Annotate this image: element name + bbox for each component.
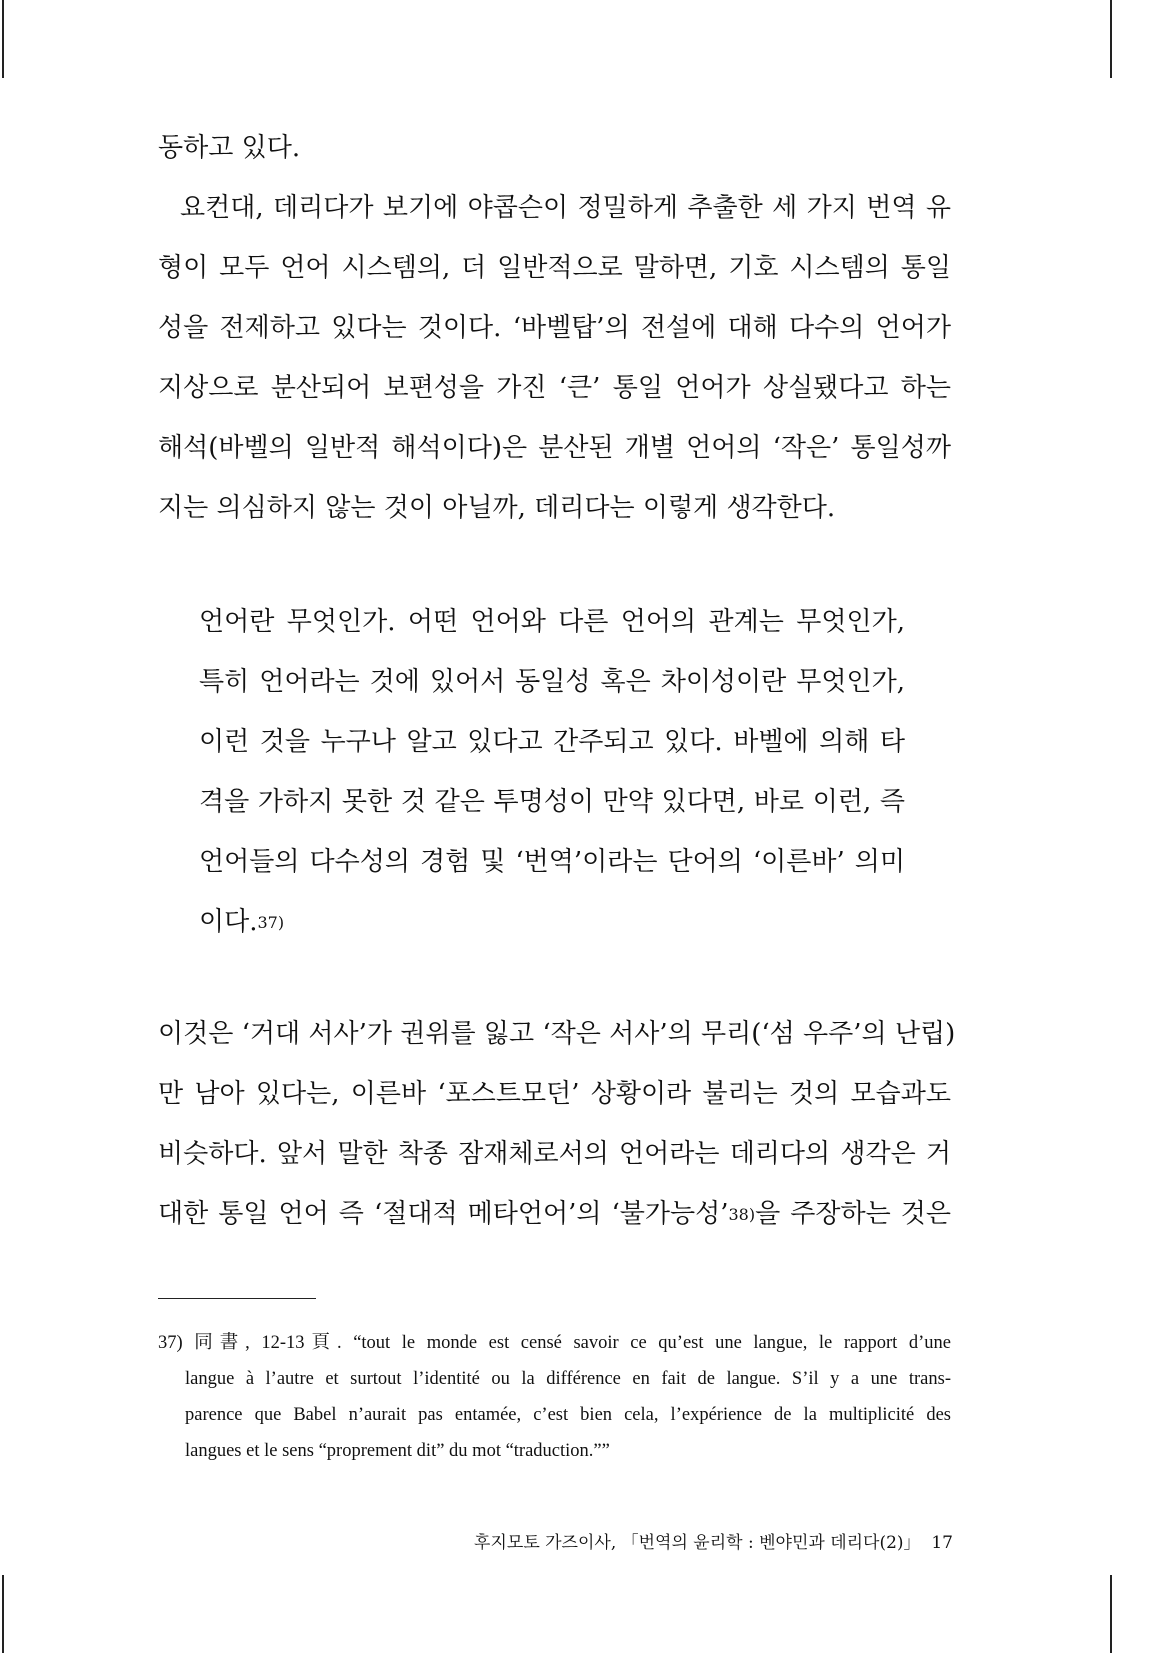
running-footer [474,1531,953,1555]
quote-line: 이런 것을 누구나 알고 있다고 간주되고 있다. 바벨에 의해 타 [199,727,905,757]
body-line: 지는 의심하지 않는 것이 아닐까, 데리다는 이렇게 생각한다. [158,493,836,523]
footnote-line: parence que Babel n’aurait pas entamée, c’est bien cela, l’expérience de la multiplicité des [185,1405,951,1425]
body-line: 이것은 ‘거대 서사’가 권위를 잃고 ‘작은 서사’의 무리(‘섬 우주’의 난립) [158,1019,956,1049]
body-line: 형이 모두 언어 시스템의, 더 일반적으로 말하면, 기호 시스템의 통일 [158,253,951,283]
body-last-pre: 대한 통일 언어 즉 ‘절대적 메타언어’의 ‘불가능성’ [158,1199,729,1229]
footnote-reference-37[interactable]: 37) [257,913,285,932]
quote-line: 언어들의 다수성의 경험 및 ‘번역’이라는 단어의 ‘이른바’ 의미 [199,847,905,877]
body-line: 성을 전제하고 있다는 것이다. ‘바벨탑’의 전설에 대해 다수의 언어가 [158,313,951,343]
page-number: 17 [931,1533,953,1553]
body-line: 해석(바벨의 일반적 해석이다)은 분산된 개별 언어의 ‘작은’ 통일성까 [158,433,951,463]
body-line: 비슷하다. 앞서 말한 착종 잠재체로서의 언어라는 데리다의 생각은 거 [158,1139,951,1169]
crop-mark-top-right [1110,0,1112,78]
footnote-line: langue à l’autre et surtout l’identité ou la différence en fait de langue. S’il y a une trans- [185,1369,951,1389]
footnote-separator [158,1298,316,1299]
body-line: 요컨대, 데리다가 보기에 야콥슨이 정밀하게 추출한 세 가지 번역 유 [180,193,951,223]
crop-mark-bottom-right [1110,1575,1112,1653]
crop-mark-bottom-left [2,1575,4,1653]
footnote-reference-38[interactable]: 38) [728,1205,756,1224]
quote-line: 격을 가하지 못한 것 같은 투명성이 만약 있다면, 바로 이런, 즉 [199,787,905,817]
body-line [158,1196,951,1233]
quote-last-text: 이다. [199,907,258,937]
quote-line: 언어란 무엇인가. 어떤 언어와 다른 언어의 관계는 무엇인가, [199,607,905,637]
footnote-line: langues et le sens “proprement dit” du mot “traduction.”” [185,1441,610,1461]
body-line: 만 남아 있다는, 이른바 ‘포스트모던’ 상황이라 불리는 것의 모습과도 [158,1079,951,1109]
body-line: 동하고 있다. [158,133,301,163]
body-line: 지상으로 분산되어 보편성을 가진 ‘큰’ 통일 언어가 상실됐다고 하는 [158,373,951,403]
quote-last-line [199,904,905,941]
crop-mark-top-left [2,0,4,78]
running-head: 후지모토 가즈이사, 「번역의 윤리학 : 벤야민과 데리다(2)」 [474,1533,921,1553]
quote-line: 특히 언어라는 것에 있어서 동일성 혹은 차이성이란 무엇인가, [199,667,905,697]
body-last-post: 을 주장하는 것은 [755,1199,951,1229]
footnote-line: 37) 同書, 12-13頁. “tout le monde est censé savoir ce qu’est une langue, le rapport d’une [158,1333,951,1353]
